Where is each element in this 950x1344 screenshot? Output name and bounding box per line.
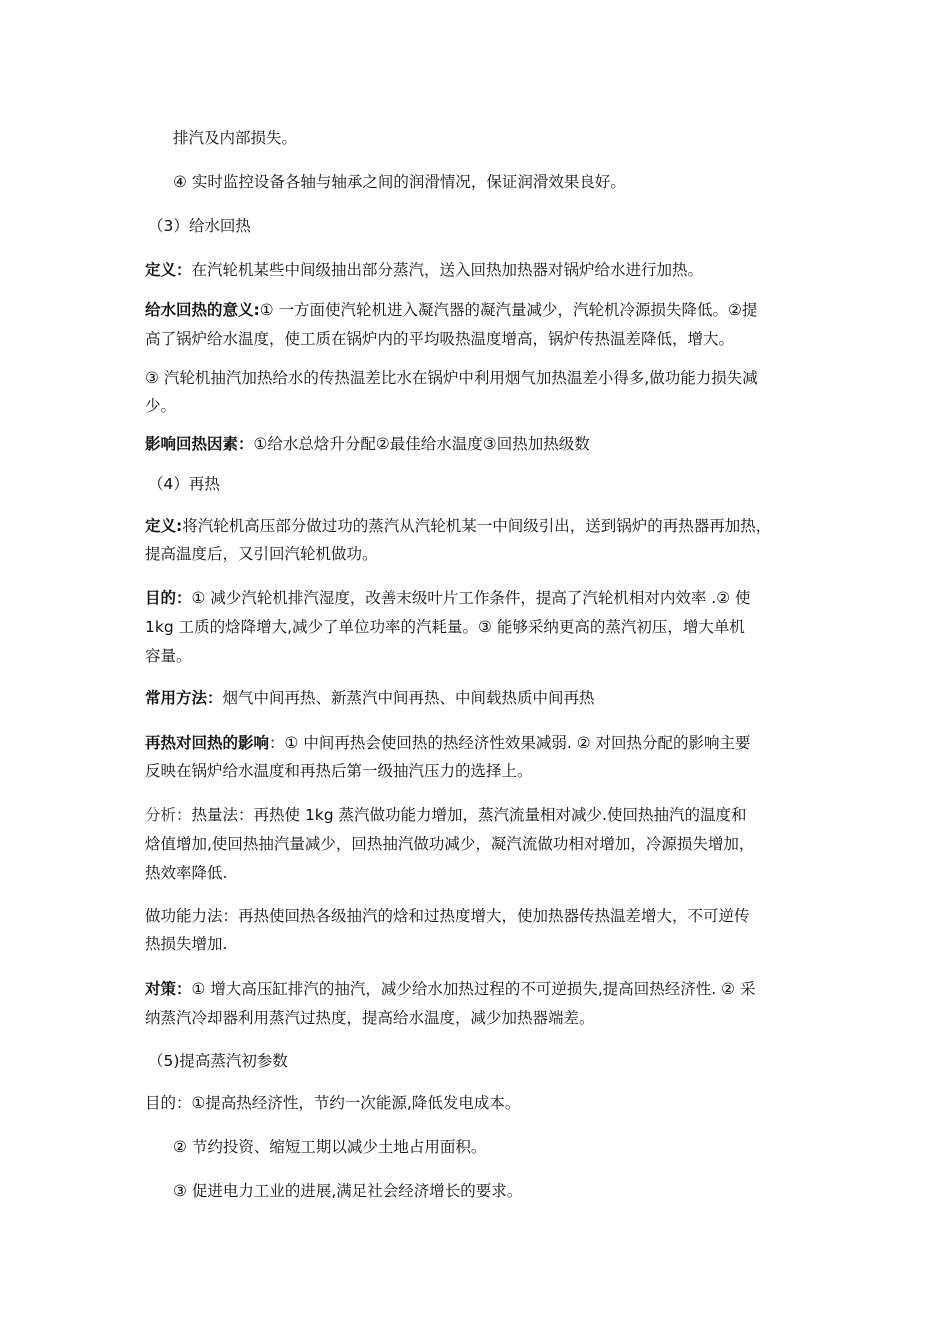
bold-label: 影响回热因素： (145, 435, 254, 453)
text: ①给水总焓升分配②最佳给水温度③回热加热级数 (253, 435, 590, 453)
paragraph-line (145, 296, 825, 325)
text: 热效率降低. (145, 864, 228, 882)
section-heading-3 (148, 212, 828, 241)
paragraph-line (173, 168, 853, 197)
heading-text: （3）给水回热 (148, 217, 251, 235)
text: 将汽轮机高压部分做过功的蒸汽从汽轮机某一中间级引出，送到锅炉的再热器再加热， (182, 517, 772, 535)
paragraph-line (145, 729, 825, 758)
section-heading-4 (148, 470, 828, 499)
text: ：① 中间再热会使回热的热经济性效果减弱. ② 对回热分配的影响主要 (269, 734, 751, 752)
paragraph-line (145, 392, 825, 421)
text: 排汽及内部损失。 (173, 129, 298, 147)
paragraph-line (145, 830, 825, 859)
text: 目的：①提高热经济性，节约一次能源,降低发电成本。 (145, 1094, 521, 1112)
bold-label: 定义: (145, 517, 183, 535)
paragraph-line (145, 613, 825, 642)
text: ① 减少汽轮机排汽湿度，改善末级叶片工作条件，提高了汽轮机相对内效率 .② 使 (191, 589, 751, 607)
text: ① 增大高压缸排汽的抽汽，减少给水加热过程的不可逆损失,提高回热经济性. ② 采 (191, 980, 756, 998)
paragraph-line (145, 859, 825, 888)
text: ③ 促进电力工业的进展,满足社会经济增长的要求。 (173, 1182, 523, 1200)
definition-line (145, 256, 825, 285)
paragraph-line (145, 364, 825, 393)
paragraph-line (145, 902, 825, 931)
text: ③ 汽轮机抽汽加热给水的传热温差比水在锅炉中利用烟气加热温差小得多,做功能力损失减 (145, 369, 758, 387)
section-heading-5 (148, 1047, 828, 1076)
text: 在汽轮机某些中间级抽出部分蒸汽，送入回热加热器对锅炉给水进行加热。 (191, 261, 704, 279)
text: 纳蒸汽冷却器利用蒸汽过热度，提高给水温度，减少加热器端差。 (145, 1009, 595, 1027)
bold-label: 再热对回热的影响 (145, 734, 270, 752)
paragraph-line (145, 430, 825, 459)
text: 热量法：再热使 1kg 蒸汽做功能力增加，蒸汽流量相对减少.使回热抽汽的温度和 (191, 806, 747, 824)
paragraph-line (145, 1089, 825, 1118)
text: 热损失增加. (145, 935, 228, 953)
paragraph-line (145, 642, 825, 671)
bold-label: 给水回热的意义: (145, 301, 260, 319)
text: 容量。 (145, 647, 192, 665)
text: 烟气中间再热、新蒸汽中间再热、中间载热质中间再热 (222, 689, 595, 707)
heading-text: （4）再热 (148, 475, 220, 493)
bold-label: 目的： (145, 589, 192, 607)
definition-line (145, 512, 825, 541)
text: ② 节约投资、缩短工期以减少土地占用面积。 (173, 1138, 487, 1156)
paragraph-line (145, 684, 825, 713)
text: 高了锅炉给水温度，使工质在锅炉内的平均吸热温度增高，锅炉传热温差降低，增大。 (145, 330, 735, 348)
paragraph-line (145, 584, 825, 613)
paragraph-line (145, 325, 825, 354)
text: ④ 实时监控设备各轴与轴承之间的润滑情况，保证润滑效果良好。 (173, 173, 626, 191)
paragraph-line (145, 801, 825, 830)
paragraph-line (173, 1177, 853, 1206)
paragraph-line (173, 1133, 853, 1162)
bold-label: 定义： (145, 261, 192, 279)
text: 少。 (145, 397, 177, 415)
bold-label: 对策： (145, 980, 192, 998)
text: ① 一方面使汽轮机进入凝汽器的凝汽量减少，汽轮机冷源损失降低。②提 (259, 301, 758, 319)
paragraph-line (145, 540, 825, 569)
label: 分析： (145, 806, 192, 824)
paragraph-line (145, 757, 825, 786)
text: 1kg 工质的焓降增大,减少了单位功率的汽耗量。③ 能够采纳更高的蒸汽初压，增大单机 (145, 618, 745, 636)
heading-text: （5)提高蒸汽初参数 (148, 1052, 288, 1070)
text: 反映在锅炉给水温度和再热后第一级抽汽压力的选择上。 (145, 762, 533, 780)
paragraph-line (145, 1004, 825, 1033)
text: 提高温度后，又引回汽轮机做功。 (145, 545, 378, 563)
text: 做功能力法：再热使回热各级抽汽的焓和过热度增大，使加热器传热温差增大，不可逆传 (145, 907, 750, 925)
bold-label: 常用方法： (145, 689, 223, 707)
paragraph-line (145, 930, 825, 959)
paragraph-line (173, 124, 853, 153)
paragraph-line (145, 975, 825, 1004)
text: 焓值增加,使回热抽汽量减少，回热抽汽做功减少，凝汽流做功相对增加，冷源损失增加， (145, 835, 755, 853)
